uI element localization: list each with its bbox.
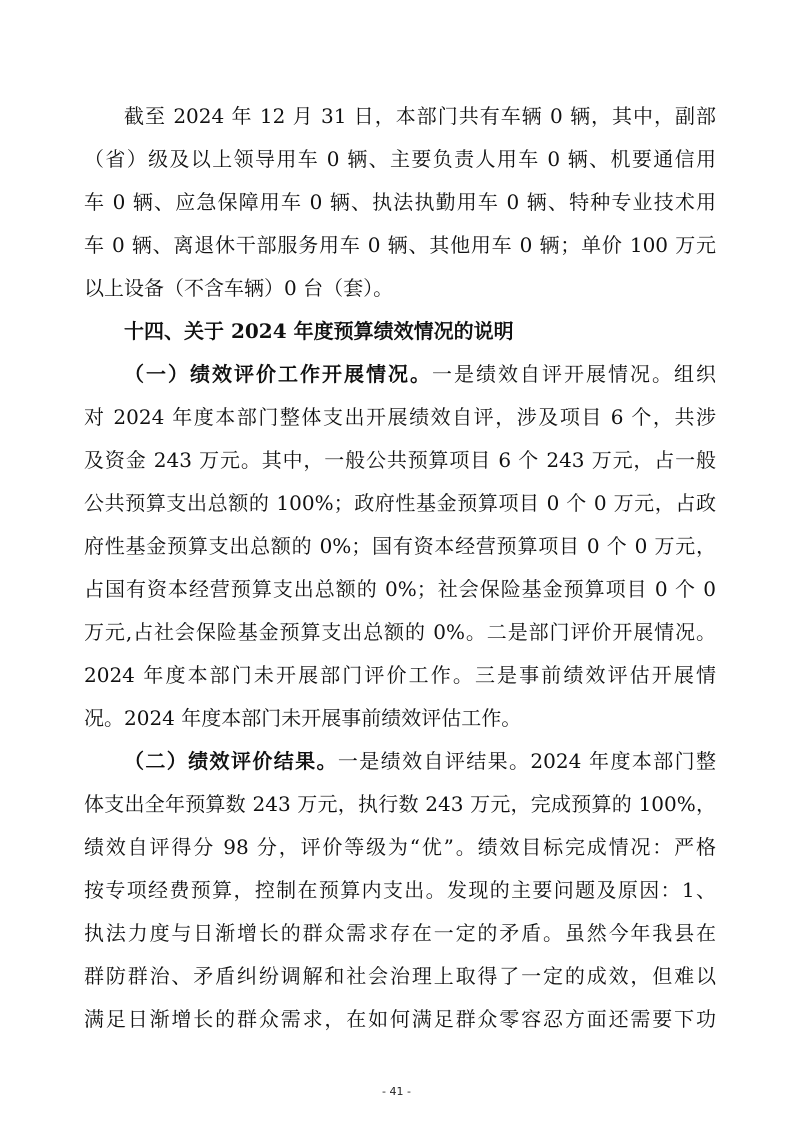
text-line: 截至 2024 年 12 月 31 日，本部门共有车辆 0 辆，其中，副部 [124,104,716,128]
text-line: 群防群治、矛盾纠纷调解和社会治理上取得了一定的成效，但难以 [84,964,716,988]
text-line: 公共预算支出总额的 100%；政府性基金预算项目 0 个 0 万元，占政 [84,491,716,515]
text-line: 占国有资本经营预算支出总额的 0%；社会保险基金预算项目 0 个 0 [84,577,716,601]
text-line: 执法力度与日渐增长的群众需求存在一定的矛盾。虽然今年我县在 [84,921,716,945]
section-heading: 十四、关于 2024 年度预算绩效情况的说明 [124,319,514,343]
subsection-first-line-text: 一是绩效自评开展情况。组织 [432,362,716,386]
page-number: - 41 - [382,1085,411,1098]
text-line: 2024 年度本部门未开展部门评价工作。三是事前绩效评估开展情 [84,663,716,687]
subsection-lead: （二）绩效评价结果。 [124,749,338,773]
subsection-first-line [124,355,716,393]
text-line: 车 0 辆、应急保障用车 0 辆、执法执勤用车 0 辆、特种专业技术用 [84,190,716,214]
text-line: 满足日渐增长的群众需求，在如何满足群众零容忍方面还需要下功 [84,1007,716,1031]
text-line: 车 0 辆、离退休干部服务用车 0 辆、其他用车 0 辆；单价 100 万元 [84,233,716,257]
text-line: 府性基金预算支出总额的 0%；国有资本经营预算项目 0 个 0 万元， [84,534,716,558]
subsection-first-line [124,742,716,780]
text-line: 万元,占社会保险基金预算支出总额的 0%。二是部门评价开展情况。 [84,620,716,644]
subsection-lead: （一）绩效评价工作开展情况。 [124,362,432,386]
text-line: 体支出全年预算数 243 万元，执行数 243 万元，完成预算的 100%， [84,792,716,816]
text-line: 以上设备（不含车辆）0 台（套）。 [84,276,394,300]
text-line: 及资金 243 万元。其中，一般公共预算项目 6 个 243 万元，占一般 [84,448,716,472]
text-line: 对 2024 年度本部门整体支出开展绩效自评，涉及项目 6 个，共涉 [84,405,716,429]
text-line: （省）级及以上领导用车 0 辆、主要负责人用车 0 辆、机要通信用 [84,147,716,171]
text-line: 按专项经费预算，控制在预算内支出。发现的主要问题及原因：1、 [84,878,716,902]
text-line: 况。2024 年度本部门未开展事前绩效评估工作。 [84,706,522,730]
subsection-first-line-text: 一是绩效自评结果。2024 年度本部门整 [337,749,717,773]
text-line: 绩效自评得分 98 分，评价等级为“优”。绩效目标完成情况：严格 [84,835,716,859]
